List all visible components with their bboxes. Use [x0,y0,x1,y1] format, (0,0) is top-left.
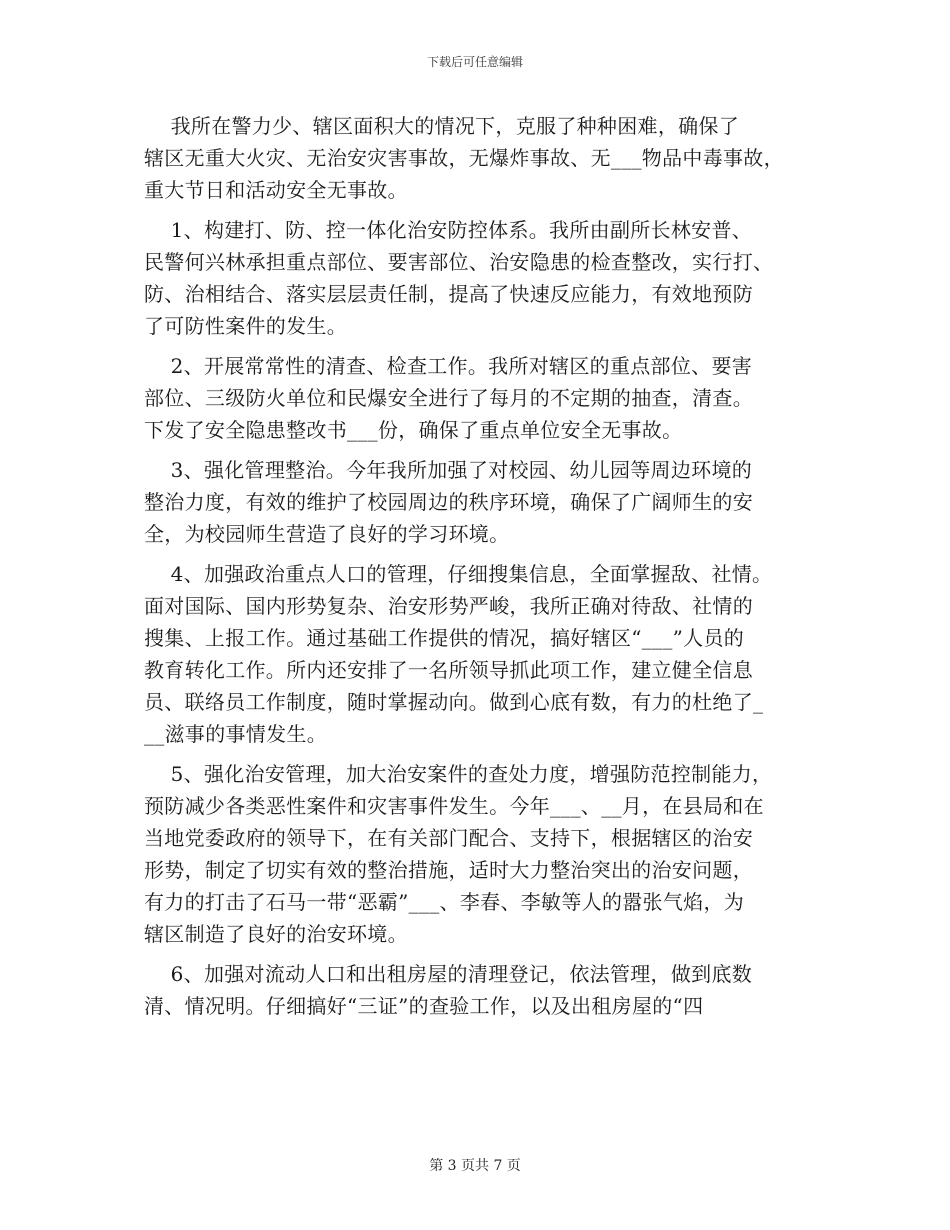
text-line: 辖区无重大火灾、无治安灾害事故，无爆炸事故、无___物品中毒事故， [144,146,784,170]
text-line: 部位、三级防火单位和民爆安全进行了每月的不定期的抽查，清查。 [144,386,753,410]
paragraph-4 [144,558,812,750]
paragraph-3 [144,454,812,550]
text-line: 全，为校园师生营造了良好的学习环境。 [144,522,510,546]
text-line: 4、加强政治重点人口的管理，仔细搜集信息，全面掌握敌、社情。 [144,562,773,586]
text-line: 6、加强对流动人口和出租房屋的清理登记，依法管理，做到底数 [144,962,753,986]
text-line: 2、开展常常性的清查、检查工作。我所对辖区的重点部位、要害 [144,354,753,378]
text-line: 下发了安全隐患整改书___份，确保了重点单位安全无事故。 [144,418,683,442]
text-line: 形势，制定了切实有效的整治措施，适时大力整治突出的治安问题， [144,858,753,882]
paragraph-intro [144,110,812,206]
text-line: __滋事的事情发生。 [144,722,327,746]
text-line: 预防减少各类恶性案件和灾害事件发生。今年___、__月，在县局和在 [144,794,764,818]
page-footer: 第 3 页共 7 页 [429,1158,521,1174]
paragraph-5 [144,758,812,950]
text-line: 3、强化管理整治。今年我所加强了对校园、幼儿园等周边环境的 [144,458,753,482]
paragraph-2 [144,350,812,446]
text-line: 1、构建打、防、控一体化治安防控体系。我所由副所长林安普、 [144,218,753,242]
text-line: 教育转化工作。所内还安排了一名所领导抓此项工作，建立健全信息 [144,658,753,682]
paragraph-1 [144,214,812,342]
text-line: 面对国际、国内形势复杂、治安形势严峻，我所正确对待敌、社情的 [144,594,753,618]
text-line: 员、联络员工作制度，随时掌握动向。做到心底有数，有力的杜绝了_ [144,690,764,714]
text-line: 搜集、上报工作。通过基础工作提供的情况，搞好辖区“___”人员的 [144,626,745,650]
text-line: 了可防性案件的发生。 [144,314,347,338]
text-line: 5、强化治安管理，加大治安案件的查处力度，增强防范控制能力， [144,762,773,786]
page-header: 下载后可任意编辑 [426,55,523,69]
text-line: 辖区制造了良好的治安环境。 [144,922,408,946]
text-line: 民警何兴林承担重点部位、要害部位、治安隐患的检查整改，实行打、 [144,250,774,274]
text-line: 防、治相结合、落实层层责任制，提高了快速反应能力，有效地预防 [144,282,753,306]
text-line: 当地党委政府的领导下，在有关部门配合、支持下，根据辖区的治安 [144,826,753,850]
document-body [144,110,812,1030]
text-line: 重大节日和活动安全无事故。 [144,178,408,202]
text-line: 清、情况明。仔细搞好“三证”的查验工作，以及出租房屋的“四 [144,994,704,1018]
text-line: 我所在警力少、辖区面积大的情况下，克服了种种困难，确保了 [144,114,740,138]
paragraph-6 [144,958,812,1022]
text-line: 有力的打击了石马一带“恶霸”___、李春、李敏等人的嚣张气焰，为 [144,890,745,914]
text-line: 整治力度，有效的维护了校园周边的秩序环境，确保了广阔师生的安 [144,490,753,514]
